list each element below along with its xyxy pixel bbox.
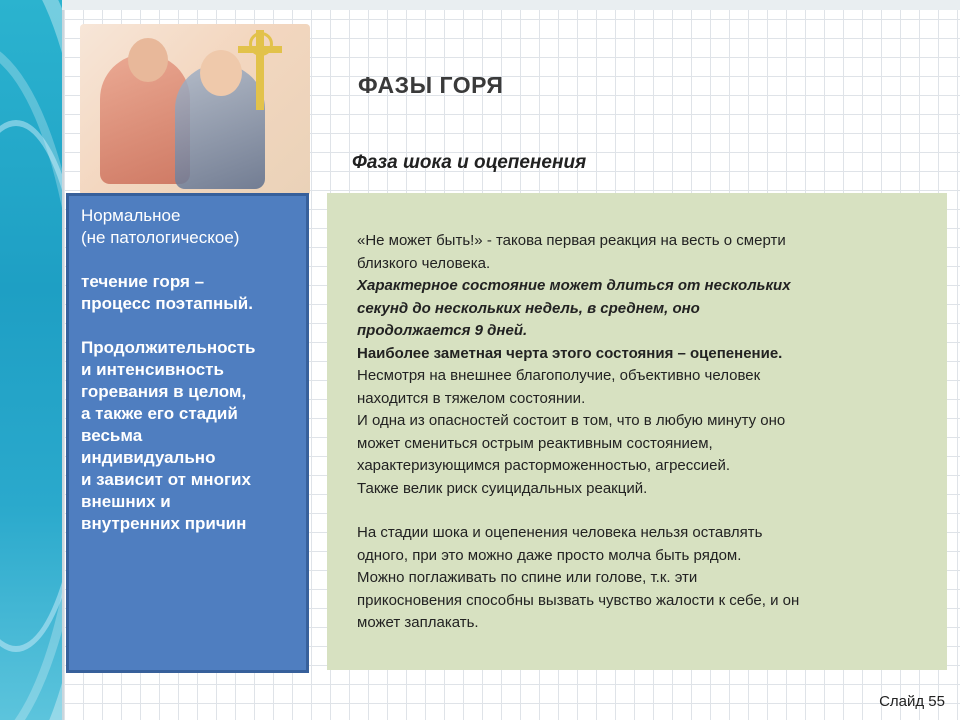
left-text-line: а также его стадий <box>81 404 238 423</box>
body-line: находится в тяжелом состоянии. <box>357 389 586 407</box>
slide-number: Слайд 55 <box>879 693 945 710</box>
body-line: прикосновения способны вызвать чувство жалости к себе, и он <box>357 591 800 609</box>
body-line: одного, при это можно даже просто молча быть рядом. <box>357 546 742 564</box>
slide-subtitle: Фаза шока и оцепенения <box>352 152 587 173</box>
right-info-box <box>327 193 947 670</box>
body-line: Также велик риск суицидальных реакций. <box>357 479 648 497</box>
grieving-couple-illustration <box>80 24 310 196</box>
body-line: И одна из опасностей состоит в том, что в любую минуту оно <box>357 412 786 429</box>
left-text-line: и зависит от многих <box>81 470 251 489</box>
left-text-line: и интенсивность <box>81 360 224 379</box>
body-line: близкого человека. <box>357 254 491 272</box>
left-text-line: внутренних причин <box>81 514 247 533</box>
body-line: характеризующимся расторможенностью, агрессией. <box>357 457 731 474</box>
left-text-line: весьма <box>81 426 143 445</box>
body-line: Несмотря на внешнее благополучие, объективно человек <box>357 367 761 384</box>
body-line: может заплакать. <box>357 614 479 631</box>
side-decoration <box>0 0 62 720</box>
left-text-line: процесс поэтапный. <box>81 294 253 313</box>
left-text-line: Нормальное <box>81 206 181 225</box>
top-bar <box>62 0 960 10</box>
left-text-line: внешних и <box>81 492 171 511</box>
body-line: На стадии шока и оцепенения человека нельзя оставлять <box>357 524 763 541</box>
body-line: секунд до нескольких недель, в среднем, оно <box>357 299 700 317</box>
left-text-line: горевания в целом, <box>81 382 247 401</box>
body-line: Наиболее заметная черта этого состояния – оцепенение. <box>357 344 783 362</box>
body-line: Характерное состояние может длиться от нескольких <box>357 277 791 294</box>
left-text-line: течение горя – <box>81 272 205 291</box>
left-text-line: индивидуально <box>81 448 216 467</box>
body-line: продолжается 9 дней. <box>357 322 528 339</box>
left-info-box <box>66 193 309 673</box>
slide-title: ФАЗЫ ГОРЯ <box>358 72 504 98</box>
left-text-line: (не патологическое) <box>81 228 240 247</box>
body-line: «Не может быть!» - такова первая реакция на весть о смерти <box>357 232 786 249</box>
left-text-line: Продолжительность <box>81 338 256 357</box>
body-line: может смениться острым реактивным состоянием, <box>357 434 713 452</box>
body-line: Можно поглаживать по спине или голове, т.к. эти <box>357 569 698 586</box>
